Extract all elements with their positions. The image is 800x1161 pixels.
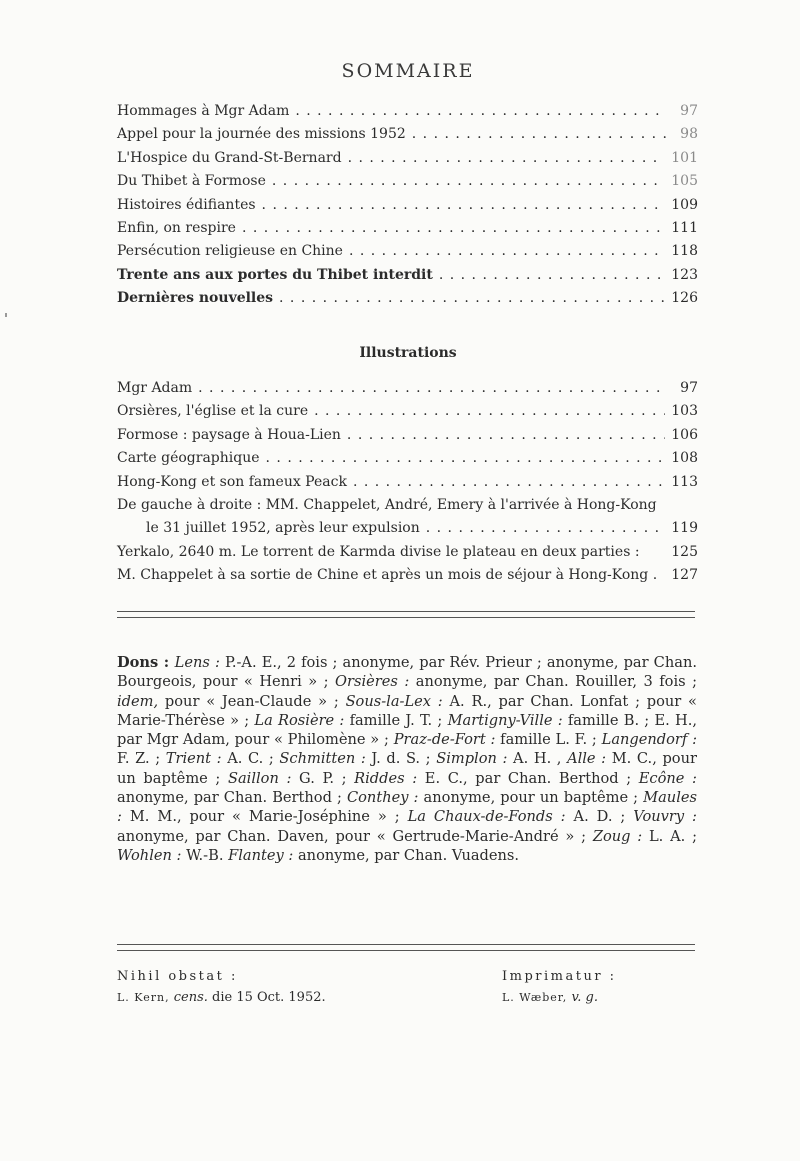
contents-item <box>117 217 698 240</box>
leader-dots <box>349 240 665 263</box>
leader-dots <box>348 147 666 170</box>
contents-item <box>117 240 698 263</box>
place-name: Simplon : <box>436 750 508 768</box>
donation-text: W.-B. <box>181 846 229 864</box>
donation-text: famille L. F. ; <box>495 731 602 749</box>
place-name: idem, <box>117 692 159 710</box>
illustration-item <box>117 494 698 517</box>
donation-text: A. C. ; <box>221 750 280 768</box>
contents-item <box>117 147 698 170</box>
illustration-page: 119 <box>671 520 698 537</box>
contents-item <box>117 194 698 217</box>
illustration-item <box>117 377 698 400</box>
contents-page: 118 <box>671 243 698 260</box>
contents-item <box>117 123 698 146</box>
leader-dots <box>279 287 665 310</box>
place-name: Zoug : <box>592 827 643 845</box>
contents-label: Hommages à Mgr Adam <box>117 103 290 119</box>
contents-page: 105 <box>671 173 698 190</box>
vicar-role: v. g. <box>571 990 598 1005</box>
illustrations-list <box>117 377 698 588</box>
contents-page: 101 <box>671 149 698 166</box>
page-title: SOMMAIRE <box>341 60 475 82</box>
illustrations-title: Illustrations <box>359 345 457 361</box>
illustration-item <box>117 447 698 470</box>
contents-label: Enfin, on respire <box>117 219 236 236</box>
donation-text: J. d. S. ; <box>365 750 437 768</box>
imprimatur-signature <box>502 987 617 1008</box>
place-name: Riddes : <box>354 769 418 787</box>
donation-text: M. M., pour « Marie-Joséphine » ; <box>121 808 408 826</box>
illustration-page: 108 <box>671 450 698 467</box>
contents-label: Dernières nouvelles <box>117 290 274 307</box>
illustration-page: 113 <box>671 473 698 490</box>
illustration-label: Formose : paysage à Houa-Lien <box>117 426 341 443</box>
illustration-item <box>117 471 698 494</box>
place-name: Schmitten : <box>279 750 366 768</box>
illustration-page: 127 <box>671 567 698 584</box>
illustration-page: 103 <box>671 403 698 420</box>
illustration-item <box>117 400 698 423</box>
leader-dots <box>439 264 665 287</box>
leader-dots <box>242 217 665 240</box>
donations-paragraph <box>117 653 697 865</box>
place-name: La Rosière : <box>254 711 345 729</box>
dons-heading: Dons : <box>117 654 175 671</box>
donation-text: anonyme, pour un baptême ; <box>418 789 644 807</box>
place-name: La Chaux-de-Fonds : <box>407 808 566 826</box>
illustration-page: 106 <box>671 426 698 443</box>
donation-text: A. D. ; <box>565 808 634 826</box>
leader-dots <box>262 194 666 217</box>
donation-text: P.-A. E., 2 fois ; anonyme, par Rév. Prieur ; anonyme, par Chan. Bourgeois, pour « Henri » ; <box>117 654 697 691</box>
donation-text: G. P. ; <box>291 769 355 787</box>
illustration-label: Hong-Kong et son fameux Peack <box>117 473 347 490</box>
place-name: Martigny-Ville : <box>447 711 563 729</box>
donation-text: famille B. ; E. H., par Mgr Adam, pour « Philomène » ; <box>117 711 697 749</box>
illustration-label: Carte géographique <box>117 450 260 467</box>
contents-label: Persécution religieuse en Chine <box>117 243 343 260</box>
imprimatur-heading: Imprimatur : <box>502 969 617 984</box>
illustration-label: M. Chappelet à sa sortie de Chine et après un mois de séjour à Hong-Kong . <box>117 567 658 584</box>
place-name: Ecône : <box>638 769 697 787</box>
illustration-label: Orsières, l'église et la cure <box>117 403 309 420</box>
place-name: Lens : <box>174 654 220 671</box>
donation-text: anonyme, par Chan. Berthod ; <box>117 789 347 807</box>
place-name: Sous-la-Lex : <box>345 692 443 710</box>
contents-page: 109 <box>671 196 698 213</box>
place-name: Flantey : <box>228 846 294 864</box>
illustration-label: De gauche à droite : MM. Chappelet, André, Emery à l'arrivée à Hong-Kong <box>117 496 657 513</box>
contents-page: 97 <box>680 103 698 119</box>
illustration-item <box>117 424 698 447</box>
contents-item <box>117 287 698 310</box>
illustration-label: le 31 juillet 1952, après leur expulsion <box>146 520 420 537</box>
donation-text: L. A. ; <box>642 827 697 845</box>
illustration-item <box>117 517 698 540</box>
donation-text: famille J. T. ; <box>344 711 448 729</box>
censor-date: die 15 Oct. 1952. <box>207 990 326 1005</box>
contents-item <box>117 170 698 193</box>
leader-dots <box>426 517 666 540</box>
contents-label: L'Hospice du Grand-St-Bernard <box>117 149 342 166</box>
contents-label: Appel pour la journée des missions 1952 <box>117 126 406 143</box>
leader-dots <box>198 377 666 400</box>
divider-rule <box>117 944 695 951</box>
divider-rule <box>117 611 695 618</box>
contents-item <box>117 264 698 287</box>
place-name: Saillon : <box>227 769 292 787</box>
donation-text: M. C., pour un baptême ; <box>117 750 697 787</box>
place-name: Vouvry : <box>633 808 697 826</box>
place-name: Alle : <box>567 750 607 768</box>
leader-dots <box>347 424 665 447</box>
nihil-obstat-signature <box>117 987 326 1008</box>
illustration-label: Mgr Adam <box>117 380 193 396</box>
donation-text: F. Z. ; <box>117 750 166 768</box>
vicar-name: L. Wæber, <box>502 991 568 1004</box>
nihil-obstat-heading: Nihil obstat : <box>117 969 238 984</box>
contents-label: Trente ans aux portes du Thibet interdit <box>117 266 433 283</box>
illustration-page: 97 <box>680 380 698 396</box>
illustration-page: 125 <box>671 543 698 560</box>
contents-page: 126 <box>671 290 698 307</box>
illustration-item <box>117 564 698 587</box>
place-name: Trient : <box>165 750 222 768</box>
censor-role: cens. <box>173 990 208 1005</box>
donation-text: anonyme, par Chan. Vuadens. <box>293 846 520 864</box>
place-name: Praz-de-Fort : <box>393 731 496 749</box>
place-name: Conthey : <box>346 789 419 807</box>
illustration-item <box>117 541 698 564</box>
leader-dots <box>353 471 665 494</box>
contents-label: Du Thibet à Formose <box>117 173 266 190</box>
illustration-label: Yerkalo, 2640 m. Le torrent de Karmda divise le plateau en deux parties : <box>117 543 640 560</box>
place-name: Orsières : <box>335 673 410 691</box>
censor-name: L. Kern, <box>117 991 170 1004</box>
donation-text: pour « Jean-Claude » ; <box>158 692 346 710</box>
place-name: Langendorf : <box>601 731 697 749</box>
contents-page: 123 <box>671 266 698 283</box>
place-name: Wohlen : <box>117 846 182 864</box>
contents-page: 111 <box>671 219 698 236</box>
leader-dots <box>272 170 665 193</box>
donation-text: E. C., par Chan. Berthod ; <box>417 769 639 787</box>
imprimatur-block <box>502 966 617 1008</box>
leader-dots <box>295 100 666 123</box>
leader-dots <box>412 123 666 146</box>
donation-text: A. H. , <box>507 750 568 768</box>
leader-dots <box>314 400 665 423</box>
nihil-obstat-block <box>117 966 326 1008</box>
donation-text: anonyme, par Chan. Rouiller, 3 fois ; <box>409 673 697 691</box>
donation-text: A. R., par Chan. Lonfat ; pour « Marie-Thérèse » ; <box>117 692 697 729</box>
margin-mark <box>5 313 7 317</box>
contents-page: 98 <box>680 126 698 143</box>
contents-label: Histoires édifiantes <box>117 196 256 213</box>
leader-dots <box>266 447 666 470</box>
place-name: Maules : <box>117 789 697 826</box>
contents-list <box>117 100 698 311</box>
donation-text: anonyme, par Chan. Daven, pour « Gertrude-Marie-André » ; <box>117 827 593 845</box>
contents-item <box>117 100 698 123</box>
